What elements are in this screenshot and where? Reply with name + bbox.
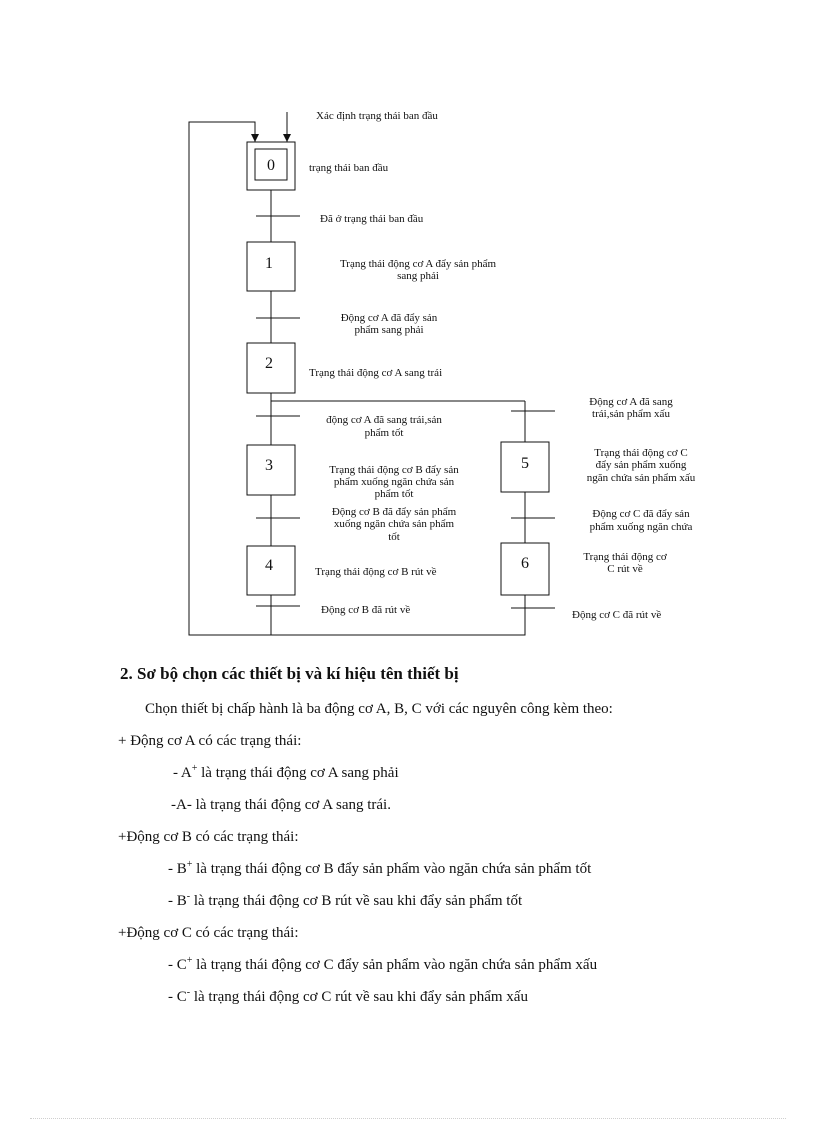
step-5-number: 5 — [521, 455, 529, 472]
transition-3-label: xuống ngăn chứa sản phẩm — [333, 518, 455, 530]
arrow-head-icon — [283, 134, 291, 142]
step-6-label: C rút về — [607, 563, 643, 575]
motor-a-state-plus: - A+ là trạng thái động cơ A sang phải — [173, 763, 399, 781]
transition-3-label: Động cơ B đã đẩy sản phẩm — [331, 506, 457, 518]
step-2-number: 2 — [265, 355, 273, 372]
transition-6-label: Động cơ C đã rút về — [572, 609, 662, 621]
transition-2-right-label: trái,sản phẩm xấu — [592, 408, 670, 420]
step-0-label: trạng thái ban đầu — [309, 162, 389, 174]
transition-5-label: Động cơ C đã đẩy sản — [592, 508, 690, 520]
motor-b-state-plus: - B+ là trạng thái động cơ B đẩy sản phẩm vào ngăn chứa sản phẩm tốt — [168, 859, 592, 877]
transition-5-label: phẩm xuống ngăn chứa — [589, 521, 693, 533]
page-footer-divider — [30, 1118, 786, 1119]
step-4-number: 4 — [265, 557, 273, 574]
transition-3-label: tốt — [388, 531, 400, 543]
motor-c-title: +Động cơ C có các trạng thái: — [118, 925, 299, 941]
step-4-label: Trạng thái động cơ B rút về — [315, 566, 437, 578]
transition-2-left-label: động cơ A đã sang trái,sản — [326, 414, 442, 426]
section-heading: 2. Sơ bộ chọn các thiết bị và kí hiệu tên thiết bị — [120, 664, 459, 683]
transition-2-left-label: phẩm tốt — [364, 427, 404, 439]
intro-text: Chọn thiết bị chấp hành là ba động cơ A, B, C với các nguyên công kèm theo: — [145, 701, 613, 717]
step-3-label: phẩm tốt — [374, 488, 414, 500]
step-3-label: Trạng thái động cơ B đẩy sản — [329, 464, 459, 476]
step-1-label: Trạng thái động cơ A đẩy sản phẩm — [339, 258, 497, 270]
step-5-label: đẩy sản phẩm xuống — [595, 459, 687, 471]
step-6-number: 6 — [521, 555, 529, 572]
step-0-number: 0 — [267, 157, 275, 174]
transition-4-label: Động cơ B đã rút về — [321, 604, 411, 616]
step-5-label: Trạng thái động cơ C — [594, 447, 688, 459]
step-2-label: Trạng thái động cơ A sang trái — [309, 367, 443, 379]
motor-c-state-plus: - C+ là trạng thái động cơ C đẩy sản phẩm vào ngăn chứa sản phẩm xấu — [168, 955, 598, 973]
motor-b-state-minus: - B- là trạng thái động cơ B rút về sau khi đẩy sản phẩm tốt — [168, 891, 523, 909]
arrow-head-icon — [251, 134, 259, 142]
transition-2-right-label: Động cơ A đã sang — [589, 396, 673, 408]
motor-a-state-minus: -A- là trạng thái động cơ A sang trái. — [171, 797, 391, 813]
init-label: Xác định trạng thái ban đầu — [316, 110, 438, 122]
transition-1-label: Động cơ A đã đẩy sản — [340, 312, 438, 324]
step-3-number: 3 — [265, 457, 273, 474]
transition-1-label: phẩm sang phải — [354, 324, 424, 336]
step-1-number: 1 — [265, 255, 273, 272]
motor-c-state-minus: - C- là trạng thái động cơ C rút về sau khi đẩy sản phẩm xấu — [168, 987, 528, 1005]
loop-back-line — [189, 122, 271, 635]
step-5-label: ngăn chứa sản phẩm xấu — [586, 472, 696, 484]
transition-0-label: Đã ở trạng thái ban đầu — [320, 213, 424, 225]
step-6-label: Trạng thái động cơ — [583, 551, 667, 563]
motor-a-title: + Động cơ A có các trạng thái: — [118, 733, 302, 749]
step-1-label: sang phải — [397, 270, 439, 282]
motor-b-title: +Động cơ B có các trạng thái: — [118, 829, 299, 845]
step-3-label: phẩm xuống ngăn chứa sản — [333, 476, 455, 488]
